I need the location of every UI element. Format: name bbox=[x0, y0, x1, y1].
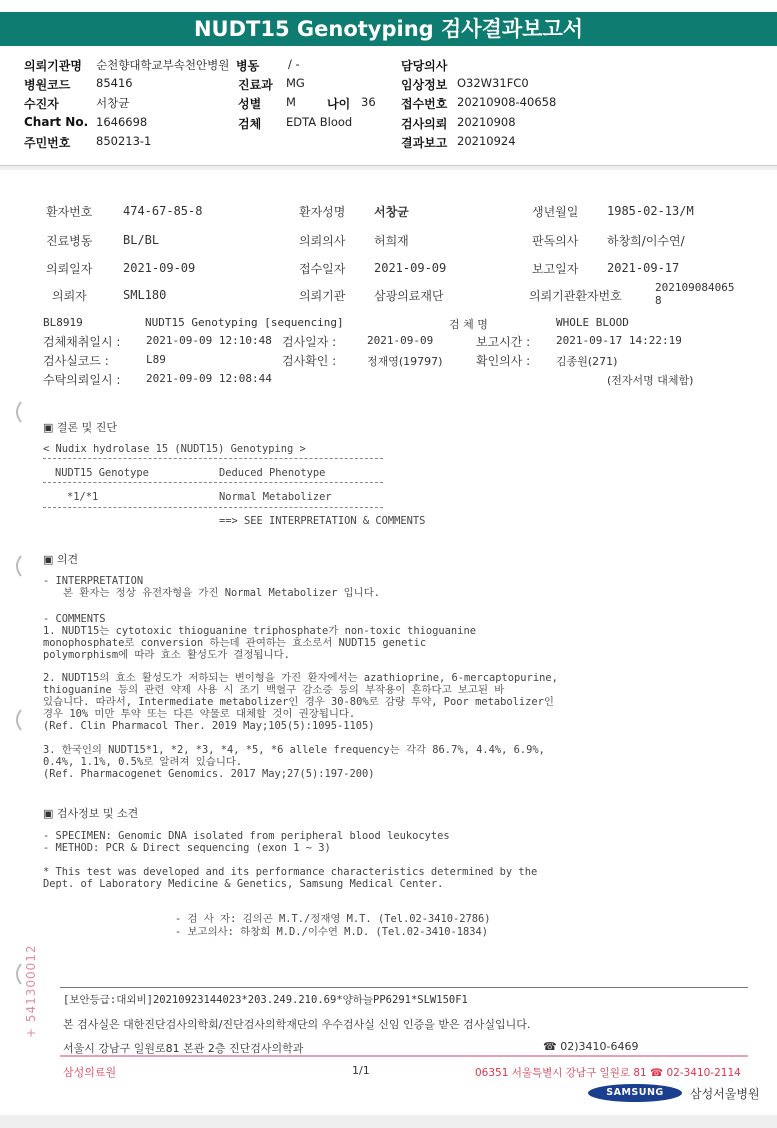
hospital-name: 삼성서울병원 bbox=[690, 1087, 760, 1101]
patient-value: 서창균 bbox=[96, 96, 130, 110]
punch-hole-mark bbox=[13, 401, 23, 423]
doctor-label: 담당의사 bbox=[401, 59, 448, 73]
age-label: 나이 bbox=[327, 97, 351, 111]
comment-line: 있습니다. 따라서, Intermediate metabolizer인 경우 30-80%로 감량 투약, Poor metabolizer인 bbox=[43, 696, 554, 708]
report-title: NUDT15 Genotyping 검사결과보고서 bbox=[0, 12, 777, 46]
inst-pat-no-label: 의뢰기관환자번호 bbox=[529, 289, 622, 303]
clinical-label: 임상정보 bbox=[401, 78, 448, 92]
genotype-value: *1/*1 bbox=[67, 491, 99, 503]
sex-value: M bbox=[286, 95, 296, 109]
interp-title: - INTERPRETATION bbox=[43, 575, 144, 587]
rep-date: 2021-09-17 bbox=[607, 261, 680, 275]
hospital-code-label: 병원코드 bbox=[24, 78, 71, 92]
confirm: 정재영(19797) bbox=[367, 355, 443, 368]
serial-stamp: + 541300012 bbox=[24, 944, 38, 1038]
req-inst-label: 의뢰기관 bbox=[299, 289, 346, 303]
rcv-date: 2021-09-09 bbox=[374, 261, 447, 275]
req-date: 2021-09-09 bbox=[123, 261, 196, 275]
divider bbox=[60, 1055, 748, 1057]
pat-no-label: 환자번호 bbox=[46, 205, 93, 219]
read-doc-label: 판독의사 bbox=[532, 234, 579, 248]
interp-text: 본 환자는 정상 유전자형을 가진 Normal Metabolizer 입니다. bbox=[63, 587, 380, 599]
comment-line: 2. NUDT15의 효소 활성도가 저하되는 변이형을 가진 환자에서는 azathioprine, 6-mercaptopurine, bbox=[43, 672, 558, 684]
report-date-value: 20210924 bbox=[457, 134, 516, 148]
hospital-code-value: 85416 bbox=[96, 76, 133, 90]
divider bbox=[60, 987, 748, 988]
exam-date-label: 검사일자 : bbox=[282, 335, 337, 349]
punch-hole-mark bbox=[13, 555, 23, 577]
test-name: NUDT15 Genotyping [sequencing] bbox=[145, 316, 344, 329]
dob-label: 생년월일 bbox=[532, 205, 579, 219]
comment-line: (Ref. Pharmacogenet Genomics. 2017 May;27(5):197-200) bbox=[43, 768, 375, 780]
dept-label: 진료과 bbox=[238, 78, 273, 92]
request-date-value: 20210908 bbox=[457, 115, 516, 129]
exam-date: 2021-09-09 bbox=[367, 334, 434, 347]
id-value: 850213-1 bbox=[96, 134, 152, 148]
req-inst: 삼광의료재단 bbox=[374, 289, 444, 303]
room-label: 검사실코드 : bbox=[43, 354, 109, 368]
security-line: [보안등급:대외비]20210923144023*203.249.210.69*양하늘PP6291*SLW150F1 bbox=[63, 994, 468, 1006]
requester-label: 의뢰자 bbox=[52, 289, 87, 303]
test-code: BL8919 bbox=[43, 316, 83, 329]
req-doc-label: 의뢰의사 bbox=[299, 234, 346, 248]
divider bbox=[43, 507, 383, 508]
cert-line: 본 검사실은 대한진단검사의학회/진단검사의학재단의 우수검사실 신임 인증을 받은 검사실입니다. bbox=[63, 1018, 531, 1031]
rcv-date-label: 접수일자 bbox=[299, 262, 346, 276]
test-specimen-label: 검 체 명 bbox=[449, 318, 488, 331]
report-header bbox=[0, 0, 777, 166]
confirm-doc-label: 확인의사 : bbox=[476, 354, 531, 368]
entrust-time: 2021-09-09 12:08:44 bbox=[146, 372, 272, 385]
receipt-label: 접수번호 bbox=[401, 97, 448, 111]
rep-date-label: 보고일자 bbox=[532, 262, 579, 276]
request-date-label: 검사의뢰 bbox=[401, 117, 448, 131]
signature-note: (전자서명 대체함) bbox=[607, 374, 694, 387]
age-value: 36 bbox=[361, 95, 376, 109]
comments-title: - COMMENTS bbox=[43, 613, 106, 625]
comment-line: monophosphate로 conversion 하는데 관여하는 효소로서 NUDT15 genetic bbox=[43, 637, 427, 649]
pat-name: 서창균 bbox=[374, 205, 409, 219]
phone-line: ☎ 02)3410-6469 bbox=[543, 1040, 639, 1053]
comment-line: 경우 10% 미만 투약 또는 다른 약물로 대체할 것이 권장됩니다. bbox=[43, 708, 356, 720]
req-date-label: 의뢰일자 bbox=[46, 262, 93, 276]
report-date-label: 결과보고 bbox=[401, 136, 448, 150]
id-label: 주민번호 bbox=[24, 136, 71, 150]
read-doc: 하창희/이수연/ bbox=[607, 234, 685, 248]
confirm-label: 검사확인 : bbox=[282, 354, 337, 368]
method-dev-line: Dept. of Laboratory Medicine & Genetics, Samsung Medical Center. bbox=[43, 878, 444, 890]
ward-label-2: 진료병동 bbox=[46, 234, 93, 248]
comment-line: (Ref. Clin Pharmacol Ther. 2019 May;105(5):1095-1105) bbox=[43, 720, 375, 732]
collect-label: 검체채취일시 : bbox=[43, 335, 121, 349]
receipt-value: 20210908-40658 bbox=[457, 95, 557, 109]
collect-time: 2021-09-09 12:10:48 bbox=[146, 334, 272, 347]
specimen-label: 검체 bbox=[238, 117, 262, 131]
reporter: - 보고의사: 하창희 M.D./이수연 M.D. (Tel.02-3410-1834) bbox=[175, 926, 489, 938]
inst-pat-no-1: 202109084065 bbox=[655, 281, 735, 294]
test-specimen: WHOLE BLOOD bbox=[556, 316, 629, 329]
divider bbox=[43, 482, 383, 483]
institution-label: 의뢰기관명 bbox=[24, 59, 82, 73]
pat-no: 474-67-85-8 bbox=[123, 204, 203, 218]
dob: 1985-02-13/M bbox=[607, 204, 694, 218]
ward: BL/BL bbox=[123, 233, 160, 247]
phenotype-value: Normal Metabolizer bbox=[219, 491, 332, 503]
report-time-label: 보고시간 : bbox=[476, 335, 531, 349]
inst-pat-no-2: 8 bbox=[655, 294, 662, 307]
address-line: 서울시 강남구 일원로81 본관 2층 진단검사의학과 bbox=[63, 1042, 304, 1055]
pat-name-label: 환자성명 bbox=[299, 205, 346, 219]
method-method: - METHOD: PCR & Direct sequencing (exon 1 ~ 3) bbox=[43, 842, 331, 854]
see-comments: ==> SEE INTERPRETATION & COMMENTS bbox=[219, 515, 426, 527]
confirm-doc: 김종원(271) bbox=[556, 355, 618, 368]
institution-value: 순천향대학교부속천안병원 bbox=[96, 58, 230, 72]
ward-value: / - bbox=[288, 57, 300, 71]
punch-hole-mark bbox=[13, 709, 23, 731]
footer-left: 삼성의료원 bbox=[63, 1066, 117, 1079]
page-number: 1/1 bbox=[352, 1064, 370, 1077]
samsung-logo: SAMSUNG bbox=[588, 1084, 682, 1102]
genotype-col-header: NUDT15 Genotype bbox=[55, 467, 149, 479]
comment-line: 0.4%, 1.1%, 0.5%로 알려져 있습니다. bbox=[43, 756, 243, 768]
requester: SML180 bbox=[123, 288, 167, 302]
room: L89 bbox=[146, 353, 166, 366]
comment-line: 3. 한국인의 NUDT15*1, *2, *3, *4, *5, *6 allele frequency는 각각 86.7%, 4.4%, 6.9%, bbox=[43, 744, 545, 756]
method-dev-line: * This test was developed and its performance characteristics determined by the bbox=[43, 866, 538, 878]
sex-label: 성별 bbox=[238, 97, 262, 111]
ward-label: 병동 bbox=[236, 59, 260, 73]
method-specimen: - SPECIMEN: Genomic DNA isolated from peripheral blood leukocytes bbox=[43, 830, 450, 842]
clinical-value: O32W31FC0 bbox=[457, 76, 529, 90]
result-heading: ▣ 결론 및 진단 bbox=[43, 421, 118, 434]
opinion-heading: ▣ 의견 bbox=[43, 553, 79, 566]
chart-no-label: Chart No. bbox=[24, 115, 89, 129]
entrust-label: 수탁의뢰일시 : bbox=[43, 373, 121, 387]
report-sheet bbox=[0, 170, 777, 1115]
dept-value: MG bbox=[286, 76, 305, 90]
punch-hole-mark bbox=[13, 963, 23, 985]
chart-no-value: 1646698 bbox=[96, 115, 148, 129]
req-doc: 허희재 bbox=[374, 234, 409, 248]
footer-address: 06351 서울특별시 강남구 일원로 81 ☎ 02-3410-2114 bbox=[475, 1067, 741, 1079]
report-time: 2021-09-17 14:22:19 bbox=[556, 334, 682, 347]
comment-line: thioguanine 등의 관련 약제 사용 시 조기 백혈구 감소증 등의 부작용이 흔하다고 보고된 바 bbox=[43, 684, 505, 696]
result-subtitle: < Nudix hydrolase 15 (NUDT15) Genotyping > bbox=[43, 443, 306, 455]
examiner: - 검 사 자: 김의곤 M.T./정재영 M.T. (Tel.02-3410-2786) bbox=[175, 913, 491, 925]
patient-label: 수진자 bbox=[24, 97, 59, 111]
method-heading: ▣ 검사정보 및 소견 bbox=[43, 807, 139, 820]
divider bbox=[43, 458, 383, 459]
specimen-value: EDTA Blood bbox=[286, 115, 353, 129]
comment-line: polymorphism에 따라 효소 활성도가 결정됩니다. bbox=[43, 649, 290, 661]
comment-line: 1. NUDT15는 cytotoxic thioguanine triphosphate가 non-toxic thioguanine bbox=[43, 625, 476, 637]
phenotype-col-header: Deduced Phenotype bbox=[219, 467, 326, 479]
